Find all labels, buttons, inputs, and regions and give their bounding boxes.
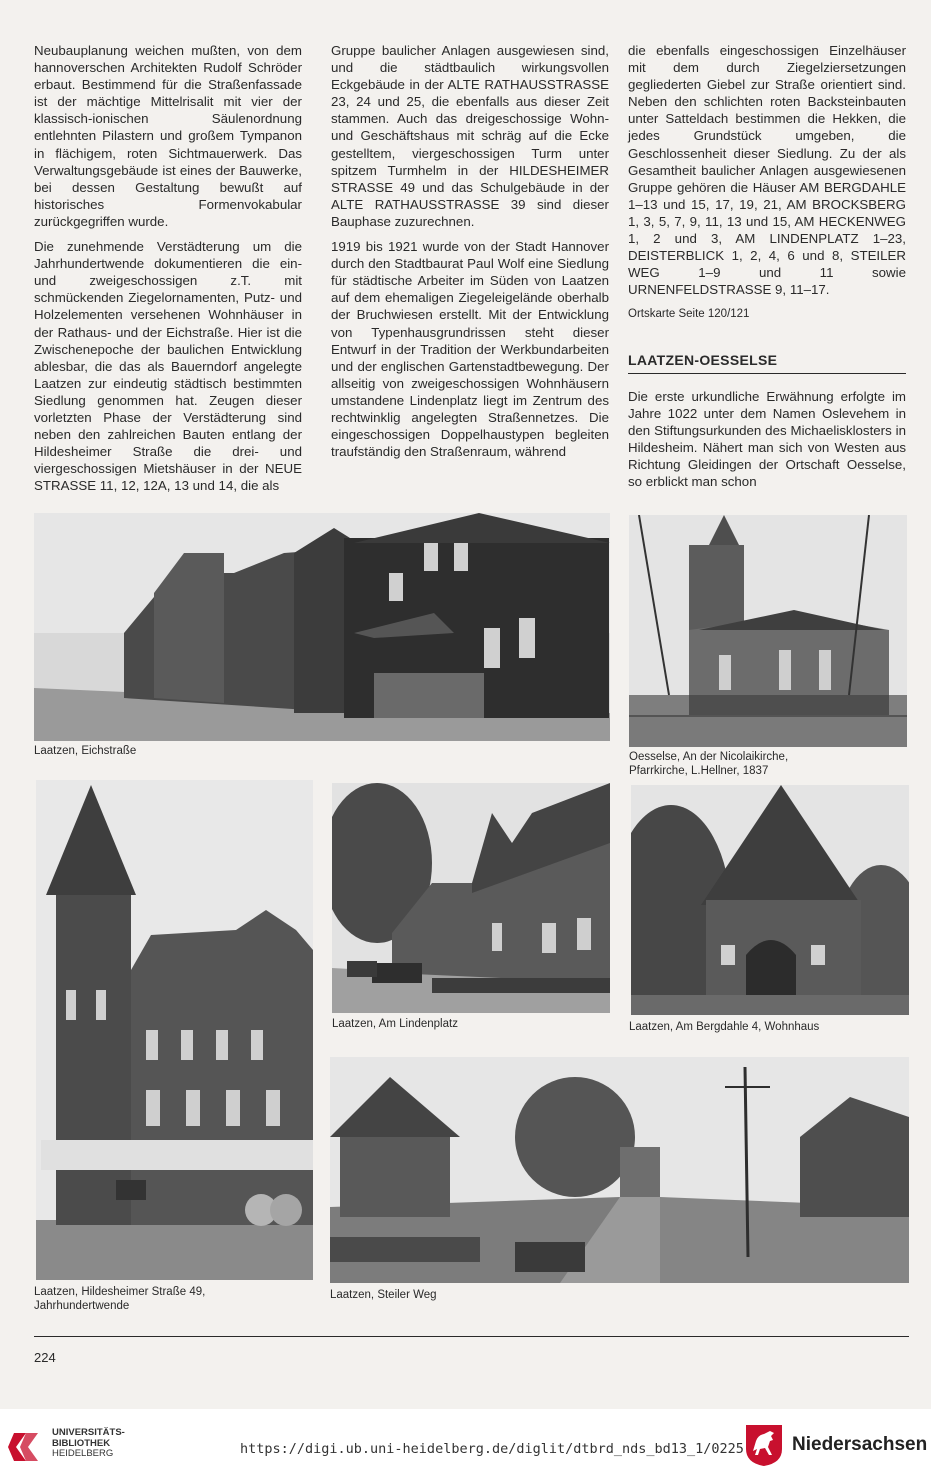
text-column-2 [331, 42, 609, 468]
heading-rule [628, 373, 906, 374]
paragraph: Die zunehmende Verstädterung um die Jahrhundertwende dokumentieren die ein- und zweigeschossigen z.T. mit schmückenden Ziegelornamenten, Putz- und Holzelementen versehenen Wohnhäuser in der Rathaus- und der Eichstraße. Hier ist die Zwischenepoche der baulichen Entwicklung ablesbar, die das als Bauerndorf angelegte Laatzen zur eindeutig städtisch bestimmten Siedlung genommen hat. Zeugen dieser vorletzten Phase der Verstädterung sind neben den zahlreichen Bauten entlang der Hildesheimer Straße die drei- und viergeschossigen Mietshäuser in der NEUE STRASSE 11, 12, 12A, 13 und 14, die als [34, 239, 302, 494]
ub-line: UNIVERSITÄTS- [52, 1427, 125, 1438]
caption: Laatzen, Eichstraße [34, 745, 137, 757]
niedersachsen-horse-crest-icon[interactable] [744, 1423, 784, 1467]
photo-hildesheimer-strasse [36, 780, 313, 1280]
niedersachsen-wordmark[interactable]: Niedersachsen [792, 1434, 928, 1455]
paragraph: die ebenfalls eingeschossigen Einzelhäuser mit dem durch Ziegelziersetzungen gegliederten Giebel zur Straße orientiert sind. Neben den schlichten roten Backsteinbauten unter Satteldach bestimmen die Hekken, die jedes Grundstück umgeben, die Geschlossenheit dieser Siedlung. Zu der als Gesamtheit baulicher Anlagen ausgewiesenen Gruppe gehören die Häuser AM BERGDAHLE 1–13 und 15, 17, 19, 21, AM BROCKSBERG 1, 3, 5, 7, 9, 11, 13 und 15, AM HECKENWEG 1, 2 und 3, AM LINDENPLATZ 1–23, DEISTERBLICK 1, 2, 4, 6 und 8, STEILER WEG 1–9 und 11 sowie URNENFELDSTRASSE 9, 11–17. [628, 43, 906, 298]
caption-line: Pfarrkirche, L.Hellner, 1837 [629, 765, 769, 777]
map-reference: Ortskarte Seite 120/121 [628, 308, 750, 321]
caption [629, 750, 788, 778]
page-rule [34, 1336, 909, 1337]
caption: Laatzen, Steiler Weg [330, 1289, 437, 1301]
ub-heidelberg-wordmark[interactable] [52, 1428, 125, 1460]
caption: Laatzen, Am Bergdahle 4, Wohnhaus [629, 1021, 820, 1033]
photo-eichstrasse [34, 513, 610, 741]
paragraph: 1919 bis 1921 wurde von der Stadt Hannover durch den Stadtbaurat Paul Wolf eine Siedlung für städtische Arbeiter im Süden von Laatzen auf dem ehemaligen Ziegeleigelände oberhalb der Bruchwiesen erstellt. Mit der Entwicklung von Typenhausgrundrissen steht dieser Entwurf in der Tradition der Werkbundarbeiten und der englischen Gartenstadtbewegung. Der allseitig von zweigeschossigen Wohnhäusern umstandene Lindenplatz liegt im Zentrum des rechtwinklig angelegten Straßennetzes. Die eingeschossigen Doppelhaustypen begleiten traufständig den Straßenraum, während [331, 239, 609, 460]
viewer-footer [0, 1409, 931, 1476]
caption-line: Oesselse, An der Nicolaikirche, [629, 751, 789, 763]
page-number: 224 [34, 1350, 56, 1365]
text-column-1 [34, 42, 302, 502]
ub-line: BIBLIOTHEK [52, 1437, 111, 1449]
photo-bergdahle [631, 785, 909, 1015]
caption-line: Laatzen, Hildesheimer Straße 49, [34, 1286, 206, 1298]
paragraph: Gruppe baulicher Anlagen ausgewiesen sind, und die städtbaulich wirkungsvollen Eckgebäude in der ALTE RATHAUSSTRASSE 23, 24 und 25, die ebenfalls aus dieser Zeit stammen. Auch das dreigeschossige Wohn- und Geschäftshaus mit schräg auf die Ecke gestelltem, viergeschossigen Turm unter spitzem Turmhelm in der HILDESHEIMER STRASSE 49 und das Schulgebäude in der ALTE RATHAUSSTRASSE 39 sind dieser Bauphase zuzurechnen. [331, 43, 609, 229]
ub-line: HEIDELBERG [52, 1448, 114, 1459]
paragraph: Die erste urkundliche Erwähnung erfolgte im Jahre 1022 unter dem Namen Oslevehem in den Stiftungsurkunden des Michaelisklosters in Hildesheim. Nähert man sich von Westen aus Richtung Gleidingen der Ortschaft Oesselse, so erblickt man schon [628, 388, 906, 490]
photo-lindenplatz [332, 783, 610, 1013]
caption: Laatzen, Am Lindenplatz [332, 1018, 458, 1030]
caption [34, 1285, 205, 1313]
ub-heidelberg-logo-icon[interactable] [8, 1429, 46, 1465]
section-heading: LAATZEN-OESSELSE [628, 351, 778, 368]
photo-oesselse-church [629, 515, 907, 747]
paragraph: Neubauplanung weichen mußten, von dem hannoverschen Architekten Rudolf Schröder erbaut. Bestimmend für die Straßenfassade ist der mächtige Mittelrisalit mit vier der klassisch-ionischen Säulenordnung entlehnten Pilastern und großem Tympanon in flächigem, roten Sichtmauerwerk. Das Verwaltungsgebäude ist eines der Bauwerke, bei dessen Gestaltung bewußt auf historisches Formenvokabular zurückgegriffen wurde. [34, 43, 302, 229]
photo-steiler-weg [330, 1057, 909, 1283]
document-url-link[interactable]: https://digi.ub.uni-heidelberg.de/diglit/dtbrd_nds_bd13_1/0225 [240, 1441, 744, 1457]
text-column-3 [628, 42, 906, 498]
caption-line: Jahrhundertwende [34, 1300, 130, 1312]
